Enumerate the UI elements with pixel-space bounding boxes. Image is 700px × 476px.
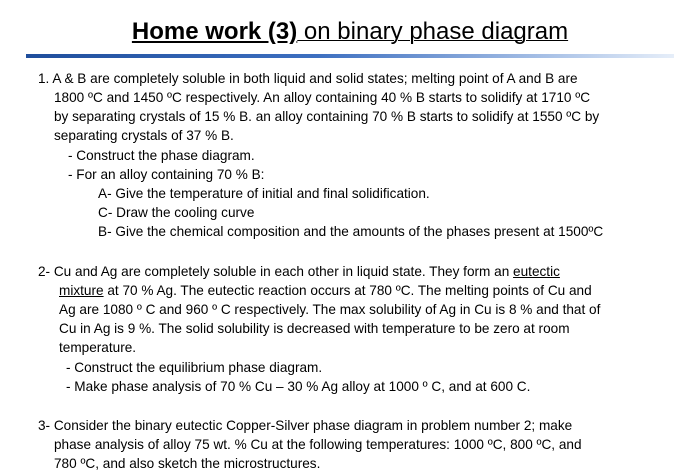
- problem-1-subtask: C- Draw the cooling curve: [98, 205, 255, 220]
- problem-1-subtask: A- Give the temperature of initial and final solidification.: [98, 186, 430, 201]
- problem-1-subtask: B- Give the chemical composition and the amounts of the phases present at 1500ºC: [98, 224, 604, 239]
- problem-2-line: Ag are 1080 º C and 960 º C respectively. The max solubility of Ag in Cu is 8 % and that of: [59, 302, 601, 317]
- title-divider: [26, 54, 674, 58]
- problem-2-task: - Make phase analysis of 70 % Cu – 30 % Ag alloy at 1000 º C, and at 600 C.: [66, 379, 531, 394]
- page-title: [0, 17, 700, 47]
- problem-3-line: 780 ºC, and also sketch the microstructures.: [54, 456, 321, 471]
- problem-1-line: 1800 ºC and 1450 ºC respectively. An alloy containing 40 % B starts to solidify at 1710 ºC: [54, 90, 591, 105]
- problem-1-line: 1. A & B are completely soluble in both liquid and solid states; melting point of A and B are: [38, 71, 578, 86]
- problem-3-line: 3- Consider the binary eutectic Copper-Silver phase diagram in problem number 2; make: [38, 418, 573, 433]
- problem-1-task: - For an alloy containing 70 % B:: [68, 167, 265, 182]
- eutectic-term: eutectic: [513, 264, 560, 279]
- problem-2-line: [38, 263, 560, 281]
- problem-2-text: 2- Cu and Ag are completely soluble in each other in liquid state. They form an: [38, 264, 514, 279]
- mixture-term: mixture: [59, 283, 104, 298]
- title-rest: on binary phase diagram: [297, 18, 569, 45]
- problem-2-line: [59, 282, 592, 300]
- problem-2-line: temperature.: [59, 340, 137, 355]
- problem-3-line: phase analysis of alloy 75 wt. % Cu at the following temperatures: 1000 ºC, 800 ºC, and: [54, 437, 582, 452]
- problem-1-line: separating crystals of 37 % B.: [54, 128, 234, 143]
- problem-1-task: - Construct the phase diagram.: [68, 148, 255, 163]
- problem-2-line: Cu in Ag is 9 %. The solid solubility is decreased with temperature to be zero at room: [59, 321, 570, 336]
- problem-2-text: at 70 % Ag. The eutectic reaction occurs at 780 ºC. The melting points of Cu and: [103, 283, 592, 298]
- title-bold: Home work (3): [131, 18, 298, 45]
- problem-2-task: - Construct the equilibrium phase diagram.: [66, 360, 323, 375]
- problem-1-line: by separating crystals of 15 % B. an alloy containing 70 % B starts to solidify at 1550 ºC by: [54, 109, 600, 124]
